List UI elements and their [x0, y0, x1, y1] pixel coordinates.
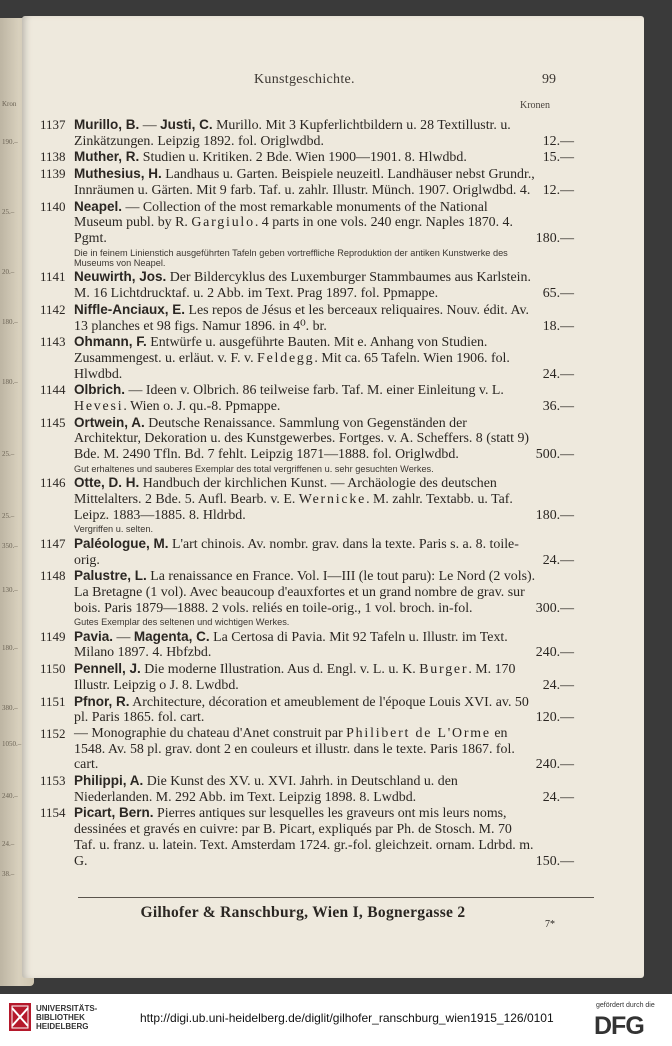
- margin-mark: 180.–: [2, 644, 18, 652]
- margin-mark: 25.–: [2, 450, 15, 458]
- entry-price: 300.—: [535, 600, 574, 616]
- running-head: [22, 72, 644, 92]
- entry-description: [74, 805, 574, 869]
- entry-number: 1142: [40, 301, 66, 317]
- library-name: [36, 1004, 97, 1031]
- currency-label: Kronen: [520, 100, 550, 111]
- entry-description: [74, 773, 574, 805]
- margin-mark: 20.–: [2, 268, 15, 276]
- signature-mark: 7*: [545, 919, 555, 930]
- entry-author: Ohmann, F.: [74, 334, 147, 350]
- margin-mark: 350.–: [2, 542, 18, 550]
- entry-author: Pennell, J.: [74, 661, 141, 677]
- margin-mark: 25.–: [2, 208, 15, 216]
- entry-author: Murillo, B.: [74, 117, 140, 132]
- entry-description: [74, 334, 574, 382]
- catalog-entry: [40, 475, 574, 523]
- margin-mark: 24.–: [2, 840, 15, 848]
- footer-rule: [78, 897, 594, 898]
- margin-mark: Kron: [2, 100, 17, 108]
- entry-description: [74, 302, 574, 334]
- catalog-entry: [40, 661, 574, 693]
- entry-price: 180.—: [535, 507, 574, 523]
- entry-price: 24.—: [542, 366, 574, 382]
- entry-text: — Justi, C. Murillo. Mit 3 Kupferlichtbildern u. 28 Textillustr. u. Zinkätzungen. Leipzig 1892. fol. Origlwdbd.: [74, 117, 511, 149]
- library-name-line: UNIVERSITÄTS-: [36, 1004, 98, 1013]
- entry-author: Otte, D. H.: [74, 475, 140, 491]
- entry-text: Der Bildercyklus des Luxemburger Stammbaumes aus Karlstein. M. 16 Lichtdrucktaf. u. 2 Abb. im Text. Prag 1897. fol. Ppmappe.: [74, 270, 531, 302]
- catalog-entry: [40, 415, 574, 463]
- catalog-entry: [40, 694, 574, 726]
- margin-mark: 190.–: [2, 138, 18, 146]
- entry-author: Picart, Bern.: [74, 805, 154, 821]
- entry-price: 24.—: [542, 789, 574, 805]
- entry-author: Niffle-Anciaux, E.: [74, 301, 186, 317]
- entry-author: Philippi, A.: [74, 773, 144, 789]
- entry-price: 24.—: [542, 552, 574, 568]
- entry-text: — Magenta, C. La Certosa di Pavia. Mit 92 Tafeln u. Illustr. im Text. Milano 1897. 4. Hbfzbd.: [74, 628, 508, 661]
- margin-mark: 380.–: [2, 704, 18, 712]
- catalog-entry: [40, 117, 574, 149]
- entry-text: — Monographie du chateau d'Anet construit par Philibert de L'Orme en 1548. Av. 58 pl. grav. dont 2 en couleurs et illustr. dans le texte. Paris 1867. fol. cart.: [74, 725, 515, 773]
- catalog-entry: [40, 166, 574, 198]
- entry-description: [74, 475, 574, 523]
- entry-description: [74, 694, 574, 726]
- catalog-entry: [40, 149, 574, 166]
- entry-number: 1150: [40, 661, 66, 677]
- entry-number: 1147: [40, 535, 66, 551]
- entry-description: [74, 149, 574, 166]
- entry-text: Die Kunst des XV. u. XVI. Jahrh. in Deutschland u. den Niederlanden. M. 292 Abb. im Text. Leipzig 1898. 8. Lwdbd.: [74, 774, 458, 805]
- entry-number: 1149: [40, 628, 66, 644]
- entry-price: 15.—: [542, 150, 574, 166]
- entry-description: [74, 117, 574, 149]
- funding-label: gefördert durch die: [596, 1002, 655, 1009]
- entry-description: [74, 199, 574, 247]
- entry-author: Olbrich.: [74, 382, 126, 398]
- entry-text: Handbuch der kirchlichen Kunst. — Archäologie des deutschen Mittelalters. 2 Bde. 5. Aufl. Bearb. v. E. Wernicke. M. zahlr. Textabb. u. Taf. Leipz. 1883—1885. 8. Hldrbd.: [74, 476, 513, 523]
- university-seal-icon: [8, 1002, 32, 1032]
- entry-number: 1138: [40, 149, 66, 165]
- entry-text: Les repos de Jésus et les berceaux reliquaires. Nouv. édit. Av. 13 planches et 98 figs. Namur 1896. in 4⁰. br.: [74, 302, 529, 334]
- entry-note: Die in feinem Linienstich ausgeführten Tafeln geben vortreffliche Reproduktion der antiken Kunstwerke des Museums von Neapel.: [74, 247, 508, 269]
- entry-description: [74, 166, 574, 198]
- catalog-entry: [40, 334, 574, 382]
- entry-number: 1153: [40, 773, 66, 789]
- catalog-entry: [40, 568, 574, 616]
- entry-text: Deutsche Renaissance. Sammlung von Gegenständen der Architektur, Dekoration u. des Kunstgewerbes. Fortges. v. A. Scheffers. 8 (statt 9) Bde. M. 2490 Tfln. Bd. 7 fehlt. Leipzig 1871—1888. fol. Origlwdbd.: [74, 415, 530, 463]
- margin-mark: 240.–: [2, 792, 18, 800]
- entry-price: 500.—: [535, 447, 574, 463]
- entry-text: Die moderne Illustration. Aus d. Engl. v. L. u. K. Burger. M. 170 Illustr. Leipzig o J. 8. Lwdbd.: [74, 662, 516, 693]
- entry-text: Architecture, décoration et ameublement de l'époque Louis XVI. av. 50 pl. Paris 1865. fol. cart.: [74, 694, 529, 726]
- viewer-footer-bar: [0, 994, 672, 1046]
- entry-author: Muthesius, H.: [74, 166, 162, 182]
- catalog-entry: [40, 269, 574, 301]
- catalog-entry: [40, 302, 574, 334]
- entry-author: Pfnor, R.: [74, 693, 130, 709]
- entry-text: La renaissance en France. Vol. I—III (le tout paru): Le Nord (2 vols). La Bretagne (1 vol). Avec beaucoup d'eauxfortes et un grand nombre de grav. sur bois. Paris 1879—1888. 2 vols. reliés en toile-orig., 1 vol. broch. in-fol.: [74, 569, 536, 616]
- entry-note: Vergriffen u. selten.: [74, 524, 153, 535]
- entry-price: 12.—: [542, 182, 574, 198]
- entry-text: — Collection of the most remarkable monuments of the National Museum publ. by R. Gargiulo. 4 parts in one vols. 240 engr. Naples 1870. 4. Pgmt.: [74, 199, 513, 246]
- entry-author: Pavia.: [74, 628, 114, 644]
- margin-mark: 180.–: [2, 378, 18, 386]
- entry-price: 120.—: [535, 710, 574, 726]
- section-title: Kunstgeschichte.: [254, 72, 355, 87]
- publisher-footer-text: Gilhofer & Ranschburg, Wien I, Bognergasse 2: [140, 904, 466, 921]
- entry-number: 1154: [40, 805, 66, 821]
- entry-description: [74, 726, 574, 773]
- entry-author: Muther, R.: [74, 149, 140, 165]
- entry-price: 180.—: [535, 230, 574, 246]
- entry-number: 1148: [40, 568, 66, 584]
- entry-number: 1146: [40, 475, 66, 491]
- library-name-line: HEIDELBERG: [36, 1022, 89, 1031]
- catalog-entry: [40, 536, 574, 568]
- entry-text: Studien u. Kritiken. 2 Bde. Wien 1900—1901. 8. Hlwdbd.: [139, 150, 467, 166]
- entry-description: [74, 415, 574, 463]
- page-number: 99: [542, 72, 556, 87]
- margin-mark: 1050.–: [2, 740, 22, 748]
- entry-description: [74, 269, 574, 301]
- permalink-url[interactable]: http://digi.ub.uni-heidelberg.de/diglit/gilhofer_ranschburg_wien1915_126/0101: [140, 1011, 554, 1025]
- entry-price: 36.—: [542, 399, 574, 415]
- entry-price: 65.—: [542, 286, 574, 302]
- entry-number: 1139: [40, 166, 66, 182]
- entry-number: 1151: [40, 693, 66, 709]
- margin-mark: 130.–: [2, 586, 18, 594]
- entry-text: Pierres antiques sur lesquelles les graveurs ont mis leurs noms, dessinées et gravés en cuivre: par B. Picart, expliqués par Ph. de Stosch. M. 70 Taf. u. franz. u. latein. Text. Amsterdam 1724. gr.-fol. gleichzeit. ornam. Ldrbd. m. G.: [74, 806, 534, 869]
- catalog-entries: [40, 117, 574, 869]
- entry-author: Neapel.: [74, 198, 123, 214]
- entry-number: 1140: [40, 198, 66, 214]
- margin-mark: 180.–: [2, 318, 18, 326]
- margin-mark: 25.–: [2, 512, 15, 520]
- margin-mark: 38.–: [2, 870, 15, 878]
- entry-note: Gutes Exemplar des seltenen und wichtigen Werkes.: [74, 617, 290, 628]
- entry-price: 240.—: [535, 645, 574, 661]
- entry-number: 1143: [40, 334, 66, 350]
- catalog-entry: [40, 382, 574, 414]
- entry-description: [74, 568, 574, 616]
- entry-description: [74, 382, 574, 414]
- catalog-entry: [40, 199, 574, 247]
- entry-description: [74, 536, 574, 568]
- catalog-entry: [40, 726, 574, 773]
- entry-text: L'art chinois. Av. nombr. grav. dans la texte. Paris s. a. 8. toile-orig.: [74, 536, 519, 568]
- catalog-entry: [40, 805, 574, 869]
- entry-author: Paléologue, M.: [74, 535, 169, 551]
- entry-number: 1144: [40, 382, 66, 398]
- dfg-logo: DFG: [594, 1012, 644, 1040]
- catalog-page: [22, 16, 644, 978]
- entry-author: Neuwirth, Jos.: [74, 269, 167, 285]
- entry-price: 240.—: [535, 757, 574, 773]
- entry-text: — Ideen v. Olbrich. 86 teilweise farb. Taf. M. einer Einleitung v. L. Hevesi. Wien o. J. qu.-8. Ppmappe.: [74, 383, 504, 415]
- entry-description: [74, 629, 574, 661]
- entry-author: Palustre, L.: [74, 568, 147, 584]
- entry-author: Ortwein, A.: [74, 414, 145, 430]
- entry-note: Gut erhaltenes und sauberes Exemplar des total vergriffenen u. sehr gesuchten Werkes.: [74, 463, 434, 474]
- entry-text: Entwürfe u. ausgeführte Bauten. Mit e. Anhang von Studien. Zusammengest. u. erläut. v. F. v. Feldegg. Mit ca. 65 Tafeln. Wien 1906. fol. Hlwdbd.: [74, 335, 510, 382]
- entry-description: [74, 661, 574, 693]
- entry-price: 150.—: [535, 853, 574, 869]
- entry-number: 1141: [40, 269, 66, 285]
- entry-number: 1145: [40, 414, 66, 430]
- entry-price: 18.—: [542, 318, 574, 334]
- catalog-entry: [40, 773, 574, 805]
- catalog-entry: [40, 629, 574, 661]
- entry-number: 1137: [40, 117, 66, 132]
- library-name-line: BIBLIOTHEK: [36, 1013, 85, 1022]
- entry-text: Landhaus u. Garten. Beispiele neuzeitl. Landhäuser nebst Grundr., Innräumen u. Gärten. Mit 9 farb. Taf. u. zahlr. Illustr. Münch. 1907. Origlwdbd. 4.: [74, 167, 535, 198]
- entry-price: 24.—: [542, 677, 574, 693]
- entry-price: 12.—: [542, 133, 574, 149]
- entry-number: 1152: [40, 725, 66, 741]
- previous-page-margin-marks: [2, 18, 22, 986]
